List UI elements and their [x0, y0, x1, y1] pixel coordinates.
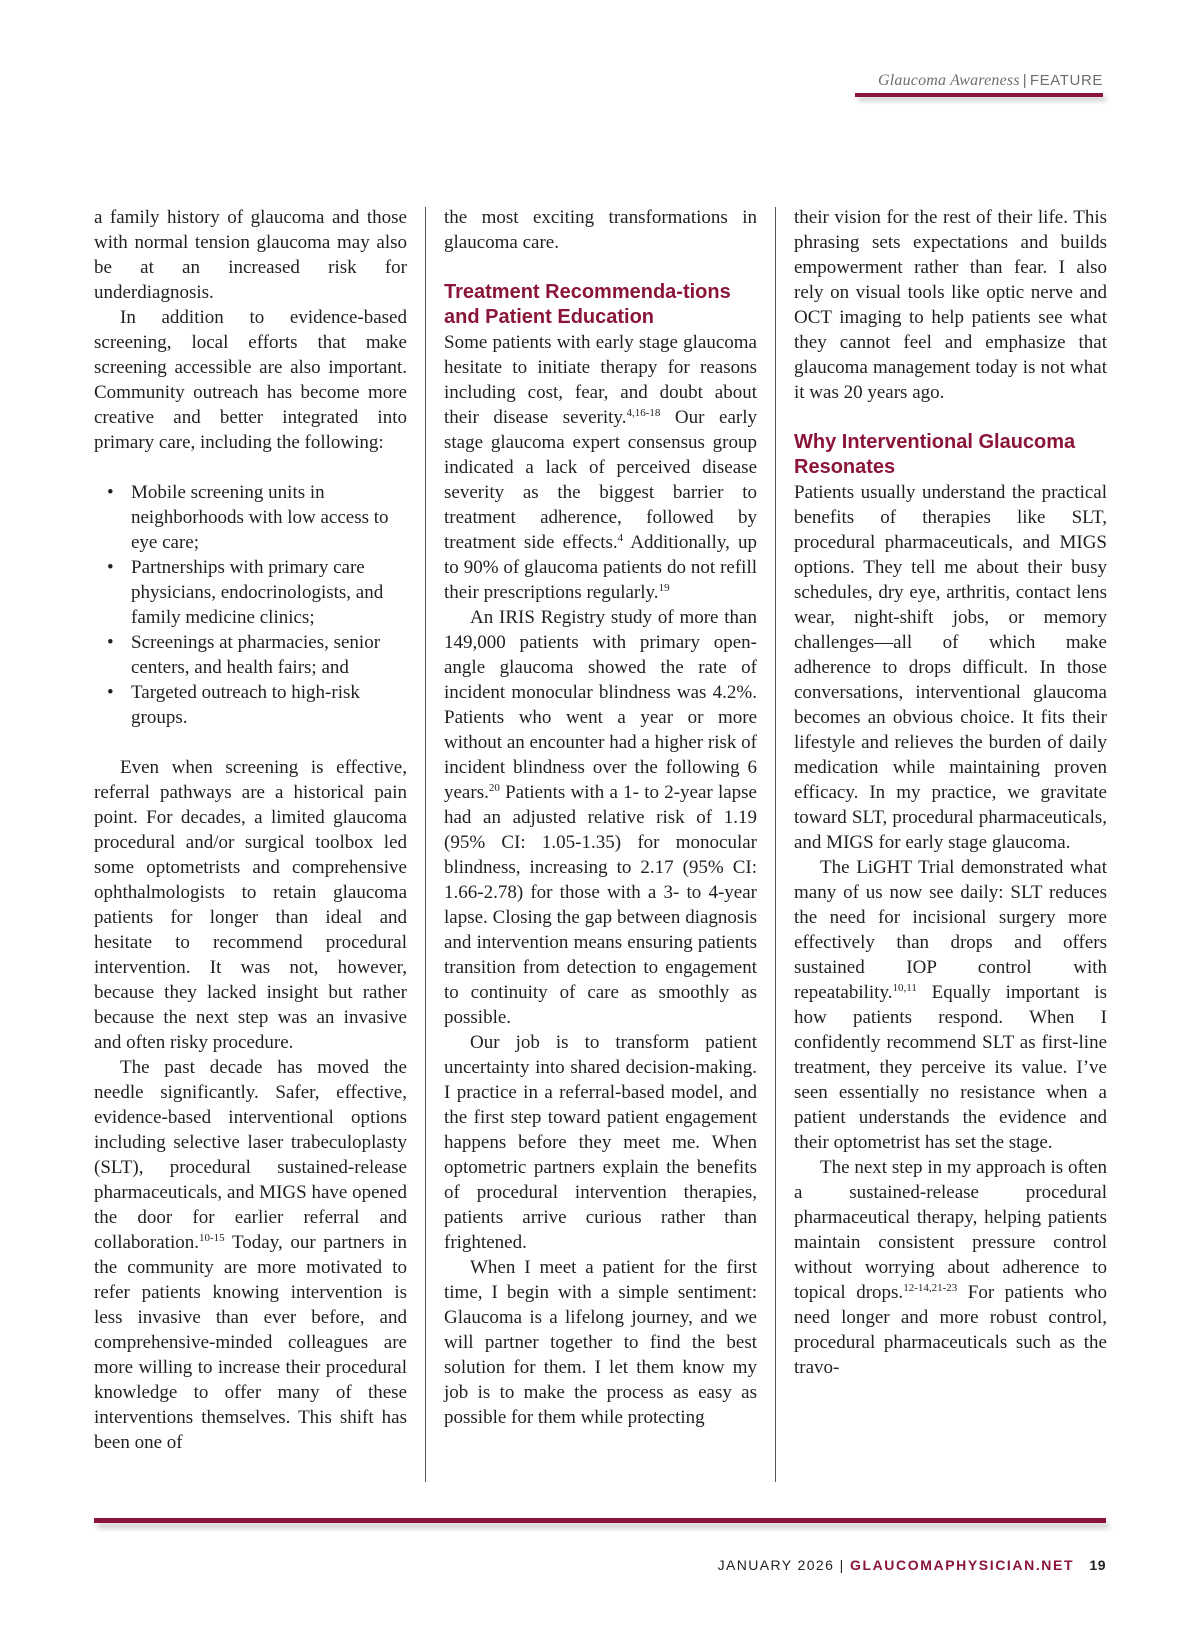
citation: 12-14,21-23 — [903, 1282, 958, 1294]
article-column-3 — [794, 205, 1107, 1380]
running-header — [878, 72, 1103, 90]
paragraph — [444, 605, 757, 1030]
header-rule — [855, 93, 1103, 97]
paragraph: a family history of glaucoma and those with normal tension glaucoma may also be at an increased risk for underdiagnosis. — [94, 207, 407, 303]
paragraph-text: The LiGHT Trial demonstrated what many of us now see daily: SLT reduces the need for incisional surgery more effectively than drops and offers sustained IOP control with repeatability. — [794, 857, 1107, 1003]
column-divider — [775, 207, 776, 1482]
paragraph-text: An IRIS Registry study of more than 149,000 patients with primary open-angle glaucoma showed the rate of incident monocular blindness was 4.2%. Patients who went a year or more without an encounter had a higher risk of incident blindness over the following 6 years. — [444, 607, 757, 803]
citation: 4 — [617, 532, 624, 544]
list-item: • Mobile screening units in neighborhoods with low access to eye care; — [131, 480, 407, 555]
citation: 10,11 — [892, 982, 917, 994]
section-heading: Treatment Recommenda-tions and Patient Education — [444, 281, 731, 328]
paragraph-text: Patients with a 1- to 2-year lapse had an adjusted relative risk of 1.19 (95% CI: 1.05-1.35) for monocular blindness, increasing to 2.17 (95% CI: 1.66-2.78) for those with a 3- to 4-year lapse. Closing the gap between diagnosis and intervention means ensuring patients transition from detection to engagement to continuity of care as smoothly as possible. — [444, 782, 757, 1028]
section-label: FEATURE — [1029, 72, 1103, 89]
paragraph-text: Some patients with early stage glaucoma hesitate to initiate therapy for reasons including cost, fear, and doubt about their disease severity. — [444, 332, 757, 428]
footer-rule — [94, 1518, 1106, 1523]
paragraph — [794, 855, 1107, 1155]
paragraph: Patients usually understand the practical benefits of therapies like SLT, procedural pharmaceuticals, and MIGS options. They tell me about their busy schedules, dry eye, arthritis, contact lens wear, night-shift jobs, or memory challenges—all of which make adherence to drops difficult. In those conversations, interventional glaucoma becomes an obvious choice. It fits their lifestyle and relieves the burden of daily medication while maintaining proven efficacy. In my practice, we gravitate toward SLT, procedural pharmaceuticals, and MIGS for early stage glaucoma. — [794, 482, 1107, 853]
article-column-2 — [444, 205, 757, 1430]
paragraph: Even when screening is effective, referral pathways are a historical pain point. For decades, a limited glaucoma procedural and/or surgical toolbox led some optometrists and comprehensive ophthalmologists to retain glaucoma patients for longer than ideal and hesitate to recommend procedural intervention. It was not, however, because they lacked insight but rather because the next step was an invasive and often risky procedure. — [94, 757, 407, 1053]
website-link[interactable]: GLAUCOMAPHYSICIAN.NET — [849, 1557, 1075, 1573]
header-separator: | — [1022, 72, 1027, 89]
section-heading: Why Interventional Glaucoma Resonates — [794, 431, 1076, 478]
paragraph — [94, 1055, 407, 1455]
paragraph: When I meet a patient for the first time, I begin with a simple sentiment: Glaucoma is a lifelong journey, and we will partner together to find the best solution for them. I let them know my job is to make the process as easy as possible for them while protecting — [444, 1257, 757, 1428]
citation: 10-15 — [199, 1232, 225, 1244]
bullet-list — [94, 480, 407, 730]
paragraph-text: Today, our partners in the community are more motivated to refer patients knowing intervention is less invasive than ever before, and comprehensive-minded colleagues are more willing to increase their procedural knowledge to offer many of these interventions themselves. This shift has been one of — [94, 1232, 407, 1453]
footer-separator: | — [839, 1557, 845, 1573]
paragraph: In addition to evidence-based screening, local efforts that make screening accessible are also important. Community outreach has become more creative and better integrated into primary care, including the following: — [94, 307, 407, 453]
article-column-1 — [94, 205, 407, 1455]
citation: 20 — [488, 782, 500, 794]
paragraph — [794, 1155, 1107, 1380]
paragraph: the most exciting transformations in glaucoma care. — [444, 207, 757, 253]
paragraph-text: Our early stage glaucoma expert consensus group indicated a lack of perceived disease severity as the biggest barrier to treatment adherence, followed by treatment side effects. — [444, 407, 757, 553]
list-item: • Targeted outreach to high-risk groups. — [131, 680, 407, 730]
paragraph-text: Equally important is how patients respond. When I confidently recommend SLT as first-line treatment, they perceive its value. I’ve seen essentially no resistance when a patient understands the evidence and their optometrist has set the stage. — [794, 982, 1107, 1153]
paragraph-text: The next step in my approach is often a sustained-release procedural pharmaceutical therapy, helping patients maintain consistent pressure control without worrying about adherence to topical drops. — [794, 1157, 1107, 1303]
column-divider — [425, 207, 426, 1482]
section-name: Glaucoma Awareness — [877, 72, 1020, 89]
citation: 19 — [658, 582, 670, 594]
paragraph-text: Additionally, up to 90% of glaucoma patients do not refill their prescriptions regularly. — [444, 532, 757, 603]
paragraph: Our job is to transform patient uncertainty into shared decision-making. I practice in a referral-based model, and the first step toward patient engagement happens before they meet me. When optometric partners explain the benefits of procedural intervention therapies, patients arrive curious rather than frightened. — [444, 1032, 757, 1253]
paragraph-text: The past decade has moved the needle significantly. Safer, effective, evidence-based interventional options including selective laser trabeculoplasty (SLT), procedural sustained-release pharmaceuticals, and MIGS have opened the door for earlier referral and collaboration. — [94, 1057, 407, 1253]
citation: 4,16-18 — [626, 407, 661, 419]
list-item: • Screenings at pharmacies, senior centers, and health fairs; and — [131, 630, 407, 680]
paragraph-text: For patients who need longer and more robust control, procedural pharmaceuticals such as the travo- — [794, 1282, 1107, 1378]
issue-date: JANUARY 2026 — [717, 1557, 835, 1573]
list-item: • Partnerships with primary care physicians, endocrinologists, and family medicine clinics; — [131, 555, 407, 630]
paragraph — [444, 330, 757, 605]
paragraph: their vision for the rest of their life. This phrasing sets expectations and builds empowerment rather than fear. I also rely on visual tools like optic nerve and OCT imaging to help patients see what they cannot feel and emphasize that glaucoma management today is not what it was 20 years ago. — [794, 207, 1107, 403]
page-footer — [718, 1557, 1106, 1573]
page-number: 19 — [1089, 1557, 1106, 1573]
